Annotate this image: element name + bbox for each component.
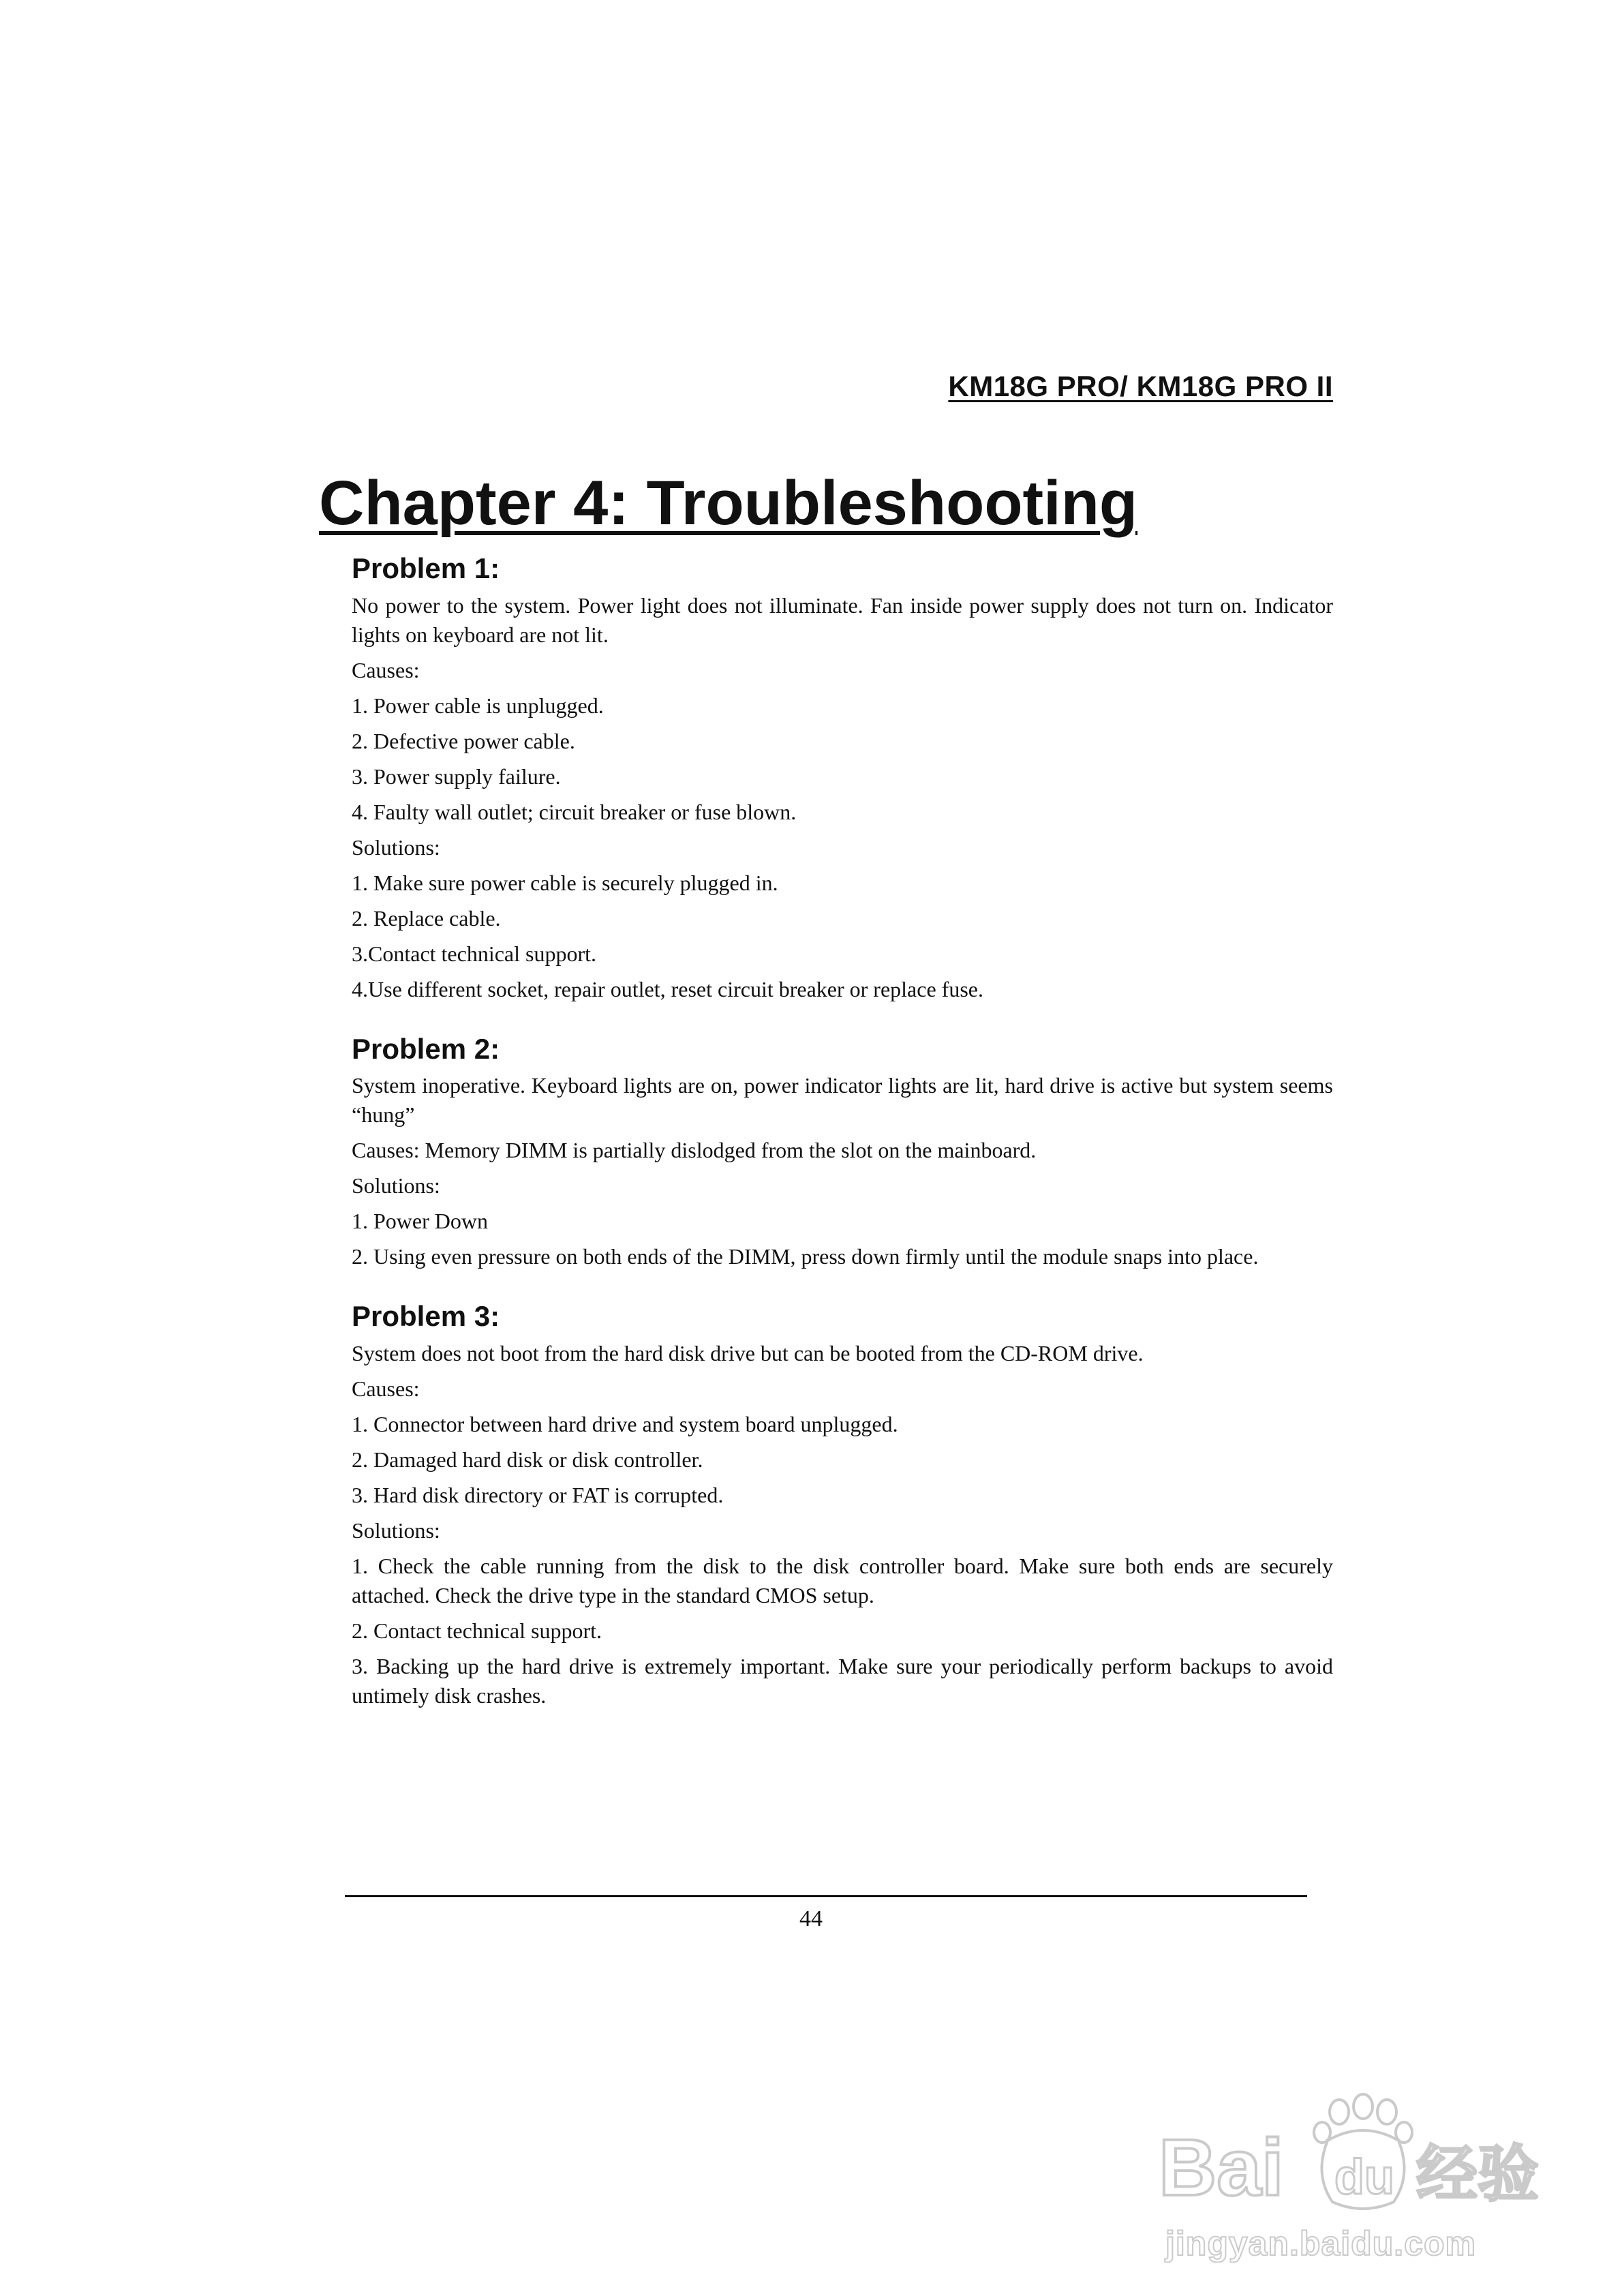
watermark-brand-cn: 经验 <box>1416 2139 1539 2210</box>
problem-1-causes-label: Causes: <box>352 657 420 682</box>
problem-3-cause-item: 2. Damaged hard disk or disk controller. <box>352 1447 703 1472</box>
problem-1-cause-item: 4. Faulty wall outlet; circuit breaker or fuse blown. <box>352 799 797 824</box>
baidu-jingyan-watermark <box>1159 2066 1540 2263</box>
problem-2-solutions-label: Solutions: <box>352 1173 440 1198</box>
problem-1-cause-item: 2. Defective power cable. <box>352 728 575 753</box>
problem-1-solution-item: 4.Use different socket, repair outlet, reset circuit breaker or replace fuse. <box>352 976 983 1001</box>
chapter-title: Chapter 4: Troubleshooting <box>319 468 1138 538</box>
problem-1-cause-item: 1. Power cable is unplugged. <box>352 693 604 718</box>
watermark-url: jingyan.baidu.com <box>1165 2224 1476 2263</box>
problem-3-solution-item: 1. Check the cable running from the disk to the disk controller board. Make sure both ends are securely attached. Check the drive type in the standard CMOS setup. <box>352 1553 1333 1607</box>
problem-3-title: Problem 3: <box>352 1300 500 1332</box>
problem-1-title: Problem 1: <box>352 552 500 584</box>
problem-3-cause-item: 1. Connector between hard drive and system board unplugged. <box>352 1411 898 1436</box>
problem-1-description: No power to the system. Power light does not illuminate. Fan inside power supply does not turn on. Indicator lights on keyboard are not lit. <box>352 592 1333 647</box>
model-header: KM18G PRO/ KM18G PRO II <box>948 370 1333 402</box>
problem-2-causes: Causes: Memory DIMM is partially dislodged from the slot on the mainboard. <box>352 1138 1037 1162</box>
problem-3-solution-item: 3. Backing up the hard drive is extremely important. Make sure your periodically perform backups to avoid untimely disk crashes. <box>352 1653 1333 1708</box>
problem-1-solution-item: 1. Make sure power cable is securely plugged in. <box>352 870 778 895</box>
problem-1-solution-item: 3.Contact technical support. <box>352 941 597 966</box>
watermark-brand-a: Bai <box>1159 2123 1284 2213</box>
problem-2-title: Problem 2: <box>352 1032 500 1065</box>
watermark-brand-b: du <box>1334 2150 1394 2205</box>
problem-2-description: System inoperative. Keyboard lights are on, power indicator lights are lit, hard drive is active but system seems “hung” <box>352 1073 1333 1127</box>
page-number: 44 <box>799 1906 823 1931</box>
problem-3-cause-item: 3. Hard disk directory or FAT is corrupted. <box>352 1482 724 1507</box>
problem-2-solution-item: 2. Using even pressure on both ends of the DIMM, press down firmly until the module snaps into place. <box>352 1244 1259 1269</box>
problem-2-solution-item: 1. Power Down <box>352 1209 488 1233</box>
footer-divider <box>345 1895 1307 1897</box>
problem-3-description: System does not boot from the hard disk drive but can be booted from the CD-ROM drive. <box>352 1340 1144 1365</box>
problem-3-causes-label: Causes: <box>352 1376 420 1401</box>
problem-3-section <box>352 1299 1333 1710</box>
problem-3-solutions-label: Solutions: <box>352 1517 440 1543</box>
problem-1-cause-item: 3. Power supply failure. <box>352 764 561 789</box>
problem-3-solution-item: 2. Contact technical support. <box>352 1618 602 1643</box>
problem-1-solution-item: 2. Replace cable. <box>352 905 501 931</box>
problem-1-solutions-label: Solutions: <box>352 834 440 860</box>
baidu-paw-logo-icon <box>1159 2093 1540 2222</box>
troubleshooting-content <box>352 551 1333 1738</box>
problem-2-section <box>352 1031 1333 1272</box>
problem-1-section <box>352 551 1333 1004</box>
